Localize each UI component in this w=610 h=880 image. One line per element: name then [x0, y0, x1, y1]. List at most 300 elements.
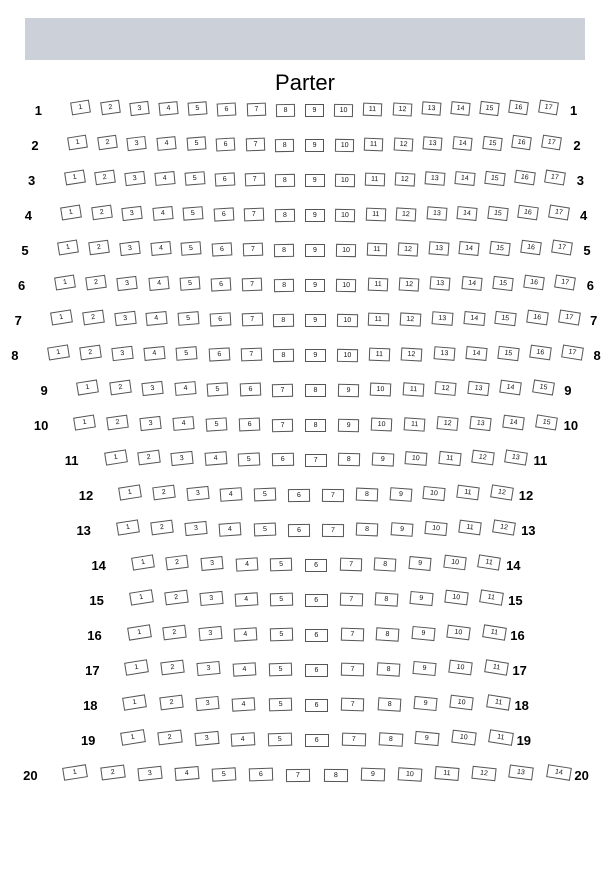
seat[interactable]: 14	[461, 276, 482, 291]
seat[interactable]: 5	[207, 382, 229, 396]
seat[interactable]: 4	[154, 171, 175, 186]
seat[interactable]: 10	[370, 383, 392, 397]
seat-row	[0, 238, 610, 264]
seat[interactable]: 6	[217, 102, 237, 116]
seat[interactable]: 4	[146, 311, 168, 326]
seat[interactable]: 9	[413, 696, 437, 711]
seat[interactable]: 2	[79, 345, 101, 361]
seat[interactable]: 12	[492, 519, 516, 535]
seat-row	[0, 448, 610, 474]
seat[interactable]: 17	[548, 204, 570, 220]
seat[interactable]: 5	[176, 347, 198, 362]
seat[interactable]: 10	[334, 138, 354, 151]
seat[interactable]: 3	[194, 731, 219, 746]
seat[interactable]: 4	[150, 241, 171, 256]
seat[interactable]: 11	[488, 729, 513, 746]
seat[interactable]: 12	[472, 766, 497, 782]
seat[interactable]: 12	[471, 450, 494, 466]
seat[interactable]: 5	[181, 242, 202, 257]
row-label-right: 2	[573, 138, 581, 153]
seat[interactable]: 1	[131, 554, 155, 570]
seat[interactable]: 6	[271, 453, 293, 467]
seat[interactable]: 3	[171, 451, 194, 466]
seat[interactable]: 7	[342, 733, 366, 747]
seat[interactable]: 1	[116, 519, 140, 535]
seat[interactable]: 13	[431, 312, 452, 327]
seat[interactable]: 3	[185, 521, 208, 536]
seat[interactable]: 5	[183, 207, 204, 222]
seat[interactable]: 9	[305, 349, 326, 362]
seat[interactable]: 8	[355, 488, 377, 502]
seat[interactable]: 1	[67, 134, 88, 150]
seat[interactable]: 8	[305, 384, 326, 397]
seat[interactable]: 15	[495, 310, 517, 325]
row-label-right: 9	[564, 383, 572, 398]
seat[interactable]: 4	[234, 592, 257, 606]
seat[interactable]: 16	[512, 135, 533, 151]
seat[interactable]: 11	[458, 520, 481, 536]
seat[interactable]: 6	[305, 734, 329, 747]
seat[interactable]: 17	[541, 134, 562, 150]
seat[interactable]: 11	[482, 624, 507, 640]
seat[interactable]: 1	[73, 414, 96, 430]
seat[interactable]: 5	[270, 558, 293, 572]
seat[interactable]: 11	[368, 313, 389, 327]
seat[interactable]: 2	[137, 450, 160, 466]
seat[interactable]: 16	[529, 345, 551, 361]
seat[interactable]: 8	[274, 278, 295, 291]
seat[interactable]: 4	[219, 522, 242, 537]
seat[interactable]: 16	[517, 205, 538, 221]
seat[interactable]: 13	[426, 207, 447, 222]
seat[interactable]: 13	[433, 347, 455, 362]
seat[interactable]: 14	[546, 764, 571, 781]
row-label-right: 17	[512, 663, 527, 678]
seat[interactable]: 4	[234, 627, 258, 641]
seat[interactable]: 14	[459, 241, 480, 256]
seat[interactable]: 2	[166, 555, 190, 571]
seat[interactable]: 4	[144, 346, 166, 361]
seat[interactable]: 9	[305, 174, 325, 187]
seat[interactable]: 1	[54, 274, 76, 290]
seat[interactable]: 4	[158, 101, 178, 116]
seat[interactable]: 10	[451, 730, 476, 746]
seat[interactable]: 5	[269, 628, 292, 642]
seat[interactable]: 1	[47, 344, 70, 360]
seat[interactable]: 2	[97, 135, 118, 151]
seat[interactable]: 1	[122, 694, 147, 710]
seat[interactable]: 9	[305, 244, 325, 257]
seat[interactable]: 3	[197, 661, 221, 676]
seat[interactable]: 14	[455, 171, 476, 186]
seat[interactable]: 15	[479, 101, 499, 116]
seat[interactable]: 10	[335, 208, 355, 221]
seat[interactable]: 7	[340, 593, 363, 607]
seat[interactable]: 6	[240, 383, 262, 397]
seat[interactable]: 15	[487, 205, 508, 220]
seat[interactable]: 4	[156, 136, 176, 151]
seat[interactable]: 8	[377, 697, 401, 711]
seat[interactable]: 11	[484, 659, 509, 675]
seat[interactable]: 6	[239, 418, 261, 432]
seat[interactable]: 13	[421, 102, 441, 116]
seat[interactable]: 11	[486, 694, 511, 710]
seat[interactable]: 17	[554, 274, 576, 290]
seat[interactable]: 11	[367, 243, 387, 257]
seat[interactable]: 3	[200, 556, 223, 571]
seat[interactable]: 6	[305, 594, 328, 607]
seat[interactable]: 11	[480, 589, 504, 605]
seat[interactable]: 2	[94, 170, 115, 186]
seat[interactable]: 1	[70, 99, 91, 115]
seat[interactable]: 10	[445, 590, 469, 606]
seat[interactable]: 8	[273, 348, 294, 361]
seat[interactable]: 7	[272, 383, 293, 396]
seat[interactable]: 7	[246, 103, 265, 117]
seat[interactable]: 10	[424, 521, 447, 536]
seat[interactable]: 16	[514, 170, 535, 186]
seat[interactable]: 9	[390, 522, 413, 537]
seat[interactable]: 7	[240, 348, 261, 362]
seat[interactable]: 3	[142, 381, 164, 396]
seat[interactable]: 2	[157, 730, 182, 746]
seat[interactable]: 3	[124, 170, 145, 185]
seat[interactable]: 12	[490, 484, 514, 500]
seat[interactable]: 10	[371, 418, 393, 432]
seat[interactable]: 9	[389, 487, 412, 502]
seat[interactable]: 1	[60, 204, 82, 220]
stage-area	[25, 18, 585, 60]
row-label-right: 5	[583, 243, 591, 258]
seat[interactable]: 11	[402, 382, 424, 396]
seat[interactable]: 8	[376, 662, 400, 676]
seat[interactable]: 9	[411, 626, 435, 641]
seat[interactable]: 10	[334, 103, 353, 116]
seat[interactable]: 11	[363, 103, 382, 117]
seat[interactable]: 13	[425, 172, 445, 186]
seat[interactable]: 11	[435, 766, 460, 781]
seat[interactable]: 8	[273, 313, 294, 326]
seat[interactable]: 2	[109, 380, 132, 396]
seat[interactable]: 3	[139, 416, 162, 431]
seat[interactable]: 15	[532, 379, 555, 395]
seat[interactable]: 13	[430, 277, 451, 292]
seat[interactable]: 3	[198, 626, 222, 641]
seat[interactable]: 7	[339, 558, 362, 572]
seat[interactable]: 11	[365, 173, 385, 187]
seat[interactable]: 4	[152, 206, 173, 221]
seat[interactable]: 2	[150, 520, 173, 536]
seat[interactable]: 3	[199, 591, 223, 606]
seat[interactable]: 6	[305, 559, 327, 572]
seat[interactable]: 14	[465, 346, 487, 361]
seat[interactable]: 11	[364, 138, 384, 152]
seat[interactable]: 1	[57, 239, 79, 255]
seat[interactable]: 9	[337, 383, 358, 396]
seat[interactable]: 14	[500, 380, 523, 396]
seat[interactable]: 8	[276, 103, 295, 116]
seat[interactable]: 6	[305, 664, 328, 677]
seat[interactable]: 5	[268, 733, 292, 747]
seat[interactable]: 12	[392, 102, 412, 116]
seat[interactable]: 2	[106, 415, 129, 431]
seat[interactable]: 5	[179, 277, 200, 292]
seat[interactable]: 3	[111, 345, 133, 360]
seat[interactable]: 10	[405, 452, 427, 467]
seat[interactable]: 8	[275, 138, 295, 151]
seat[interactable]: 7	[286, 769, 310, 782]
seat[interactable]: 16	[509, 100, 530, 115]
seat[interactable]: 6	[213, 207, 233, 221]
seat[interactable]: 7	[322, 489, 344, 502]
row-label-right: 13	[521, 523, 536, 538]
seat[interactable]: 4	[174, 766, 199, 781]
seat[interactable]: 7	[341, 663, 364, 677]
seat[interactable]: 7	[241, 313, 262, 327]
seat[interactable]: 11	[367, 278, 388, 292]
seat[interactable]: 6	[249, 768, 273, 782]
seat[interactable]: 5	[238, 452, 260, 466]
seat[interactable]: 3	[137, 766, 162, 782]
seat[interactable]: 12	[396, 207, 416, 221]
seat[interactable]: 12	[401, 347, 422, 361]
seat[interactable]: 4	[235, 557, 258, 571]
seat[interactable]: 5	[188, 102, 208, 116]
seat[interactable]: 1	[120, 729, 145, 746]
seat-row	[0, 168, 610, 194]
seat[interactable]: 10	[450, 695, 475, 711]
seat[interactable]: 7	[340, 628, 363, 642]
seat[interactable]: 3	[186, 486, 209, 501]
seat[interactable]: 11	[404, 417, 426, 431]
seat[interactable]: 14	[453, 136, 473, 151]
seat[interactable]: 2	[85, 275, 107, 291]
seat[interactable]: 9	[338, 418, 360, 431]
seat[interactable]: 7	[272, 418, 294, 431]
seat[interactable]: 9	[412, 661, 436, 676]
seat[interactable]: 12	[397, 242, 418, 256]
seat[interactable]: 8	[305, 419, 326, 432]
seat[interactable]: 3	[119, 240, 140, 255]
seat[interactable]: 10	[443, 555, 467, 571]
seat[interactable]: 11	[477, 554, 501, 570]
seat[interactable]: 15	[497, 345, 519, 360]
seat[interactable]: 15	[492, 275, 514, 290]
seat[interactable]: 5	[184, 172, 204, 186]
seat[interactable]: 4	[231, 732, 255, 746]
seat[interactable]: 2	[82, 310, 104, 326]
seat[interactable]: 11	[366, 208, 386, 222]
seat[interactable]: 12	[395, 172, 415, 186]
row-label-right: 8	[593, 348, 601, 363]
seat[interactable]: 5	[269, 663, 292, 677]
seat[interactable]: 4	[204, 452, 226, 467]
seat[interactable]: 12	[435, 381, 457, 396]
seat[interactable]: 9	[305, 104, 324, 117]
seat[interactable]: 10	[423, 486, 446, 501]
seat[interactable]: 10	[336, 243, 356, 256]
seat[interactable]: 8	[338, 453, 360, 467]
seat[interactable]: 8	[274, 243, 294, 256]
seat[interactable]: 16	[520, 240, 542, 256]
seat[interactable]: 5	[186, 137, 206, 151]
seat[interactable]: 7	[242, 278, 263, 292]
seat[interactable]: 2	[91, 205, 112, 221]
seat[interactable]: 2	[88, 240, 110, 256]
seat[interactable]: 2	[100, 765, 125, 781]
page-title: Parter	[275, 70, 335, 95]
seat[interactable]: 8	[374, 557, 397, 571]
seat[interactable]: 11	[438, 451, 461, 466]
seat[interactable]: 4	[174, 381, 196, 396]
seat[interactable]: 15	[485, 170, 506, 185]
seat[interactable]: 7	[305, 454, 327, 467]
seat[interactable]: 2	[159, 695, 184, 711]
seat[interactable]: 9	[305, 139, 324, 152]
seat[interactable]: 3	[195, 696, 219, 711]
seat[interactable]: 15	[535, 414, 558, 430]
seat[interactable]: 5	[268, 698, 292, 712]
seat[interactable]: 7	[341, 698, 365, 712]
seat[interactable]: 8	[378, 732, 402, 746]
seat[interactable]: 11	[369, 348, 390, 362]
seat[interactable]: 7	[245, 173, 265, 187]
seat[interactable]: 13	[469, 416, 492, 431]
seat[interactable]: 9	[371, 452, 393, 466]
seat[interactable]: 8	[324, 769, 348, 782]
seat[interactable]: 10	[336, 278, 357, 291]
seat[interactable]: 3	[127, 136, 148, 151]
seat[interactable]: 12	[399, 277, 420, 291]
seat[interactable]: 17	[558, 309, 580, 325]
seat[interactable]: 10	[398, 767, 422, 781]
seat[interactable]: 1	[62, 764, 87, 781]
seat[interactable]: 8	[376, 627, 400, 641]
seat[interactable]: 12	[393, 137, 413, 151]
seat[interactable]: 4	[173, 416, 195, 431]
seat[interactable]: 13	[505, 449, 528, 465]
seat[interactable]: 4	[233, 662, 257, 676]
seat[interactable]: 1	[129, 589, 153, 605]
seat[interactable]: 6	[208, 347, 229, 361]
seat[interactable]: 10	[446, 625, 470, 641]
seat[interactable]: 9	[305, 279, 325, 292]
seat[interactable]: 6	[288, 524, 310, 537]
seat[interactable]: 13	[509, 765, 534, 781]
seat[interactable]: 7	[244, 208, 264, 222]
seat[interactable]: 9	[305, 314, 326, 327]
seat[interactable]: 2	[161, 660, 185, 676]
seat[interactable]: 4	[220, 487, 243, 502]
seat[interactable]: 1	[118, 484, 142, 500]
seat[interactable]: 6	[209, 312, 230, 326]
seat[interactable]: 2	[100, 100, 121, 115]
seat[interactable]: 10	[335, 173, 355, 186]
seat[interactable]: 16	[523, 275, 545, 291]
seat[interactable]: 6	[288, 489, 310, 502]
seat[interactable]: 5	[270, 593, 293, 607]
seat[interactable]: 1	[64, 169, 85, 185]
seat[interactable]: 10	[337, 348, 358, 361]
seat[interactable]: 12	[400, 312, 421, 326]
seat[interactable]: 10	[337, 313, 358, 326]
seat-row	[0, 658, 610, 684]
seat[interactable]: 9	[305, 209, 325, 222]
seat[interactable]: 6	[305, 629, 328, 642]
seat[interactable]: 3	[122, 205, 143, 220]
seat[interactable]: 17	[561, 344, 584, 360]
seat[interactable]: 1	[50, 309, 72, 325]
seat[interactable]: 3	[114, 310, 136, 325]
seat[interactable]: 14	[450, 101, 470, 116]
seat[interactable]: 2	[164, 590, 188, 606]
seat[interactable]: 5	[253, 523, 276, 537]
seat[interactable]: 8	[275, 173, 295, 186]
seat[interactable]: 4	[232, 697, 256, 711]
seat[interactable]: 7	[246, 138, 266, 152]
seat[interactable]: 6	[211, 277, 232, 291]
seat[interactable]: 3	[129, 101, 149, 116]
seat[interactable]: 1	[104, 449, 127, 465]
seat[interactable]: 13	[423, 137, 443, 151]
seat[interactable]: 6	[305, 699, 328, 712]
seat[interactable]: 8	[274, 208, 294, 221]
seat[interactable]: 9	[410, 591, 434, 606]
seat[interactable]: 12	[436, 416, 458, 431]
seat[interactable]: 5	[206, 417, 228, 431]
seat[interactable]: 1	[125, 659, 150, 675]
seat[interactable]: 8	[356, 523, 379, 537]
seat[interactable]: 15	[490, 240, 511, 255]
seat[interactable]: 1	[76, 379, 99, 395]
seat[interactable]: 16	[526, 310, 548, 326]
seat[interactable]: 3	[116, 275, 138, 290]
seat[interactable]: 6	[212, 242, 233, 256]
seat[interactable]: 4	[148, 276, 169, 291]
seat[interactable]: 14	[463, 311, 485, 326]
seat-row	[0, 518, 610, 544]
seat[interactable]: 17	[538, 99, 559, 115]
seat[interactable]: 10	[448, 660, 472, 676]
seat[interactable]: 5	[254, 488, 276, 502]
seat[interactable]: 1	[127, 624, 152, 640]
seat[interactable]: 17	[544, 169, 565, 185]
row-label-right: 16	[510, 628, 525, 643]
seat[interactable]: 13	[428, 242, 449, 257]
seat[interactable]: 5	[178, 312, 199, 327]
seat[interactable]: 7	[322, 524, 344, 537]
seat[interactable]: 8	[375, 592, 398, 606]
seat[interactable]: 11	[456, 485, 479, 501]
seat[interactable]: 9	[415, 731, 440, 746]
seat[interactable]: 7	[243, 243, 263, 257]
row-label-right: 11	[533, 453, 548, 468]
seat[interactable]: 14	[502, 415, 525, 431]
seat[interactable]: 2	[162, 625, 186, 641]
seat[interactable]: 15	[482, 136, 503, 151]
seat[interactable]: 2	[152, 485, 175, 501]
seat[interactable]: 6	[216, 137, 236, 151]
seat[interactable]: 5	[212, 767, 236, 781]
seat[interactable]: 6	[215, 172, 235, 186]
row-label-left: 9	[40, 383, 48, 398]
seat[interactable]: 17	[551, 239, 573, 255]
seat[interactable]: 9	[361, 768, 385, 782]
seat[interactable]: 14	[457, 206, 478, 221]
seat[interactable]: 9	[408, 556, 431, 571]
seat[interactable]: 13	[467, 381, 489, 396]
seat-row	[0, 553, 610, 579]
